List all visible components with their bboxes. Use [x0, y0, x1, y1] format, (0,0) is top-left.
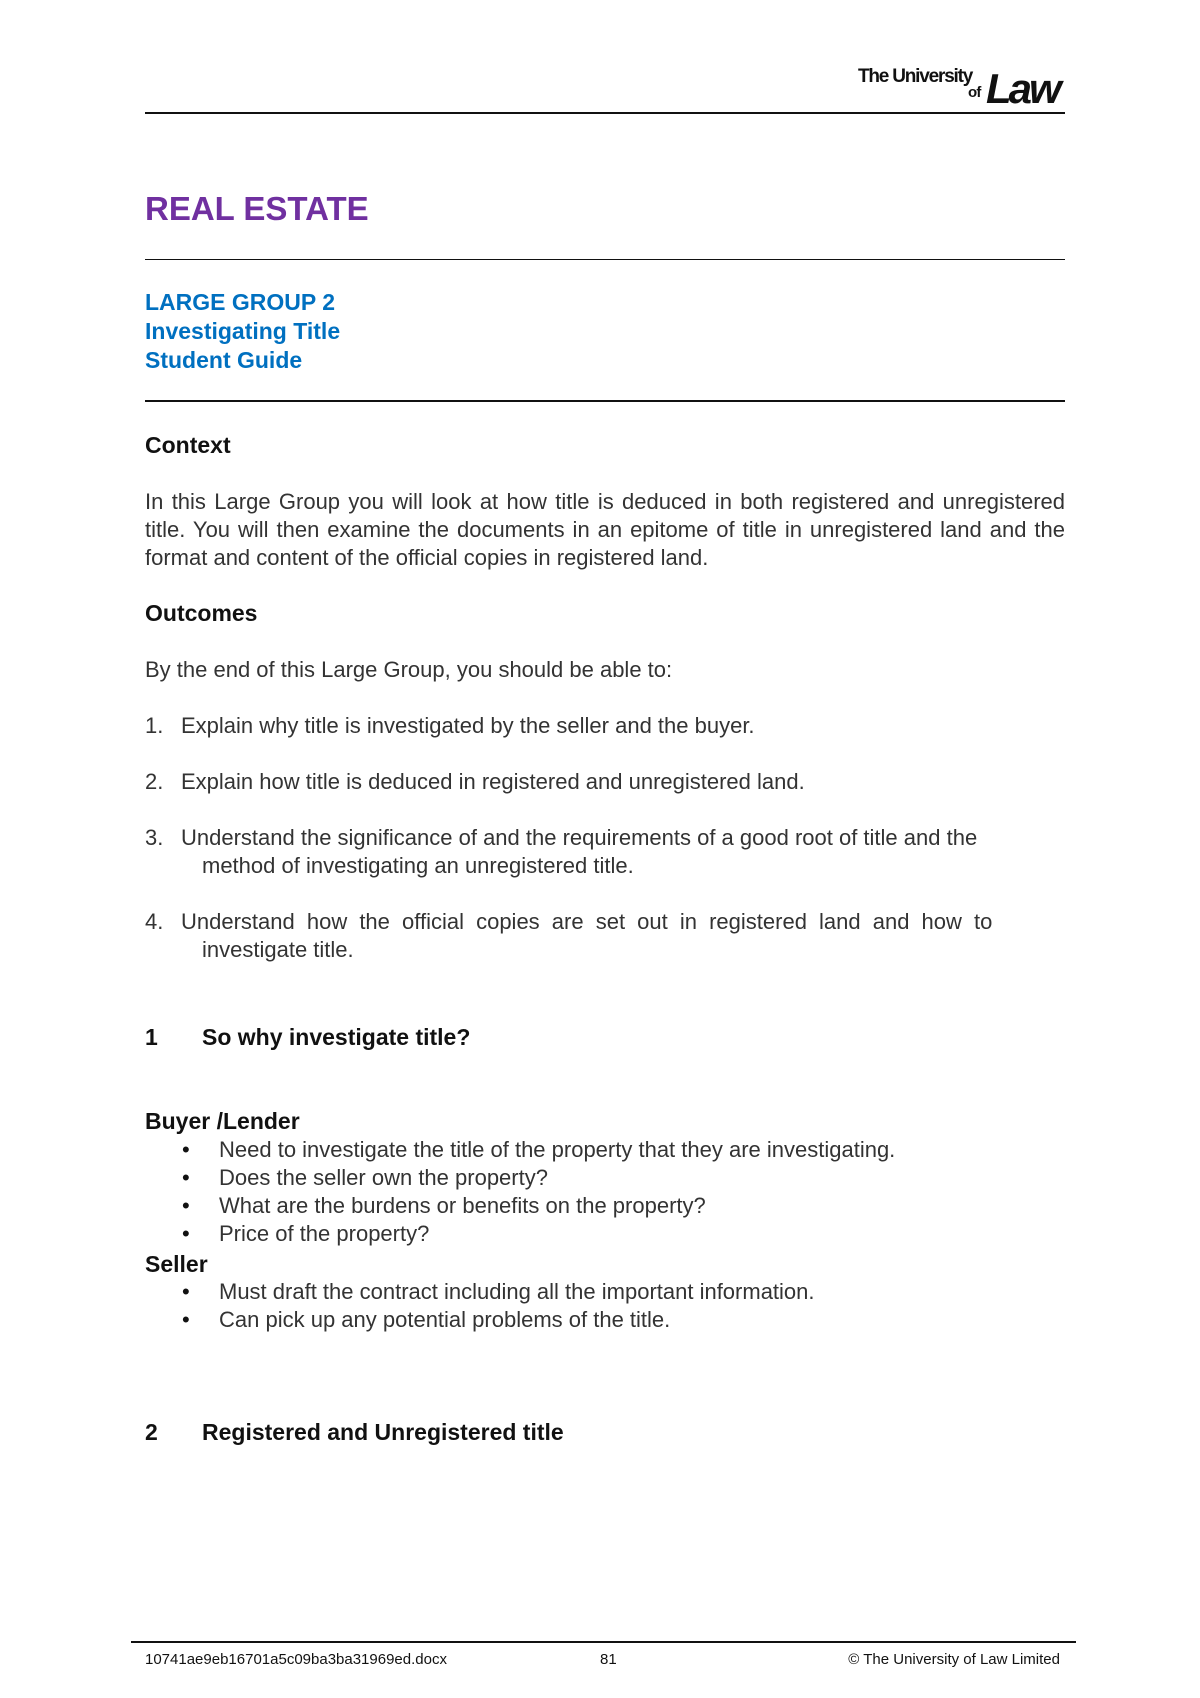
list-item: • Price of the property?	[145, 1220, 895, 1248]
page-title: REAL ESTATE	[145, 190, 369, 227]
outcome-number: 2.	[145, 769, 164, 794]
list-item: • What are the burdens or benefits on the property?	[145, 1192, 895, 1220]
outcome-number: 1.	[145, 713, 164, 738]
logo-line-1: The University	[858, 66, 973, 87]
section-number: 2	[145, 1419, 158, 1445]
university-logo	[858, 64, 1068, 114]
header-rule	[145, 112, 1065, 114]
outcomes-heading: Outcomes	[145, 600, 258, 626]
outcome-item-2	[145, 768, 1065, 796]
context-text: In this Large Group you will look at how title is deduced in both registered and unregistered title. You will then examine the documents in an epitome of title in unregistered land and the format and content of the official copies in registered land.	[145, 489, 1065, 570]
section-title: Registered and Unregistered title	[202, 1419, 564, 1445]
seller-heading: Seller	[145, 1251, 208, 1277]
outcomes-intro: By the end of this Large Group, you should be able to:	[145, 657, 673, 682]
logo-line-3: Law	[986, 65, 1059, 112]
outcome-item-1	[145, 712, 1065, 740]
outcome-number: 3.	[145, 825, 164, 850]
outcome-item-3	[145, 824, 1065, 880]
section-1-heading	[145, 1024, 470, 1051]
outcome-text-continued: method of investigating an unregistered title.	[202, 853, 634, 878]
outcome-text: Understand how the official copies are set out in registered land and how to	[181, 909, 993, 934]
seller-list	[145, 1278, 815, 1334]
context-heading: Context	[145, 432, 231, 458]
subtitle-line-3: Student Guide	[145, 347, 303, 373]
list-item: • Need to investigate the title of the property that they are investigating.	[145, 1136, 895, 1164]
footer-page-number: 81	[600, 1651, 617, 1668]
section-2-heading	[145, 1419, 564, 1446]
outcome-text: Explain why title is investigated by the seller and the buyer.	[181, 713, 755, 738]
buyer-heading: Buyer /Lender	[145, 1108, 300, 1134]
subtitle-line-2: Investigating Title	[145, 318, 341, 344]
outcome-number: 4.	[145, 909, 164, 934]
outcome-text: Understand the significance of and the requirements of a good root of title and the	[181, 825, 978, 850]
logo-line-2: of	[968, 84, 981, 101]
outcome-text: Explain how title is deduced in registered and unregistered land.	[181, 769, 805, 794]
footer-rule	[131, 1641, 1076, 1643]
list-item: • Does the seller own the property?	[145, 1164, 895, 1192]
section-title: So why investigate title?	[202, 1024, 471, 1050]
buyer-list	[145, 1136, 895, 1248]
subtitle-rule	[145, 400, 1065, 402]
subtitle-block	[145, 288, 340, 375]
list-item: • Can pick up any potential problems of the title.	[145, 1306, 815, 1334]
footer-copyright: © The University of Law Limited	[848, 1651, 1060, 1668]
title-rule	[145, 259, 1065, 260]
subtitle-line-1: LARGE GROUP 2	[145, 289, 335, 315]
footer-filename: 10741ae9eb16701a5c09ba3ba31969ed.docx	[145, 1651, 447, 1668]
section-number: 1	[145, 1024, 158, 1050]
outcome-text-continued: investigate title.	[202, 937, 354, 962]
list-item: • Must draft the contract including all the important information.	[145, 1278, 815, 1306]
outcome-item-4	[145, 908, 1065, 964]
